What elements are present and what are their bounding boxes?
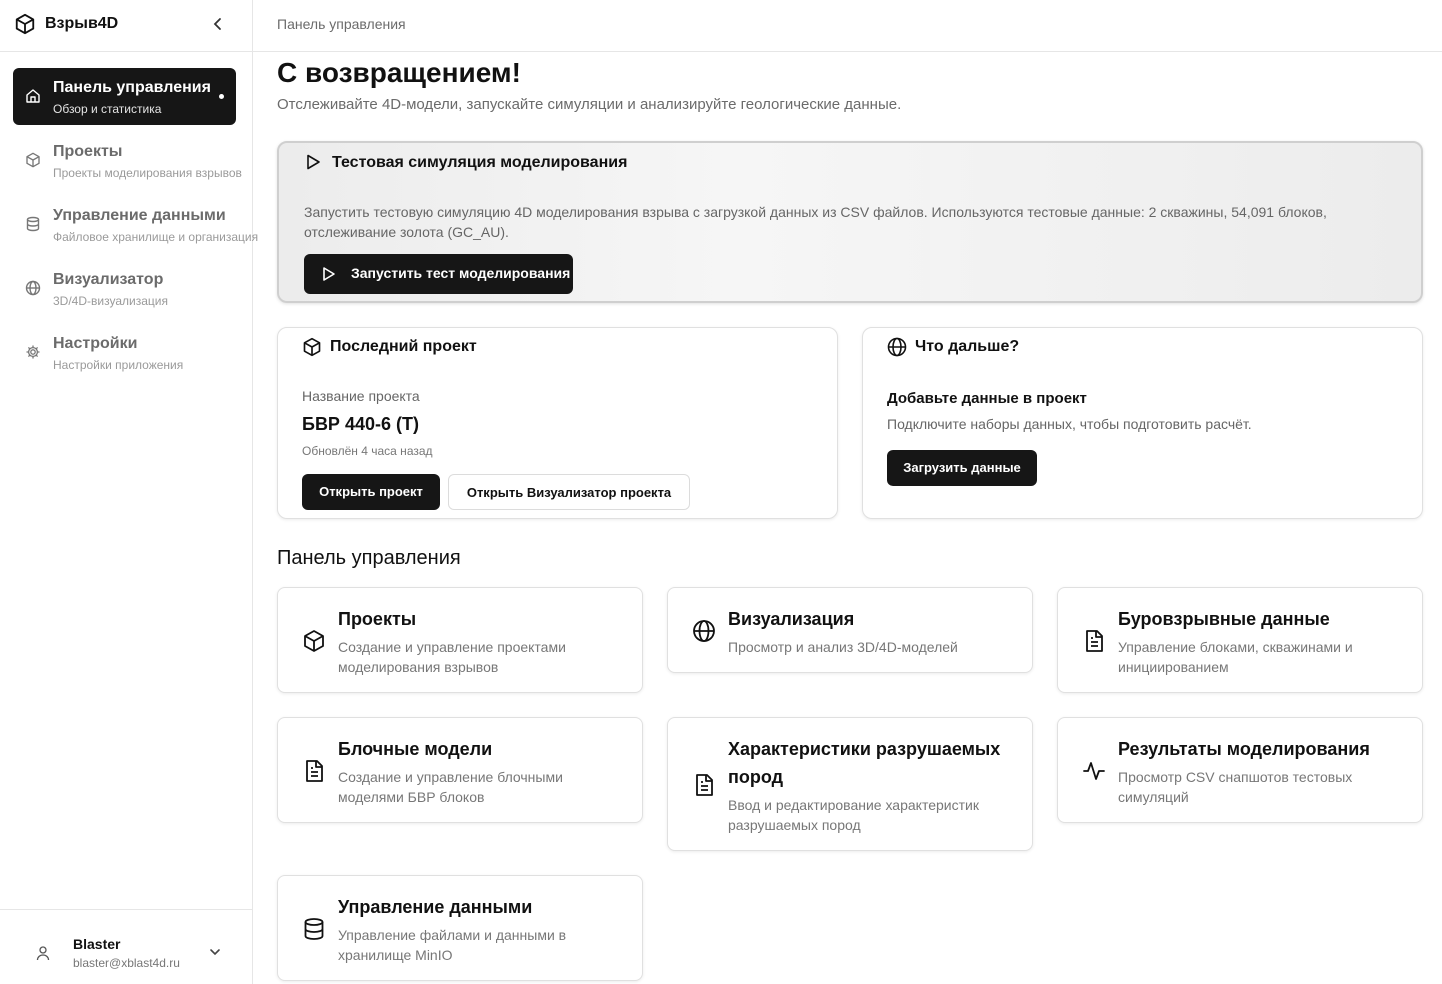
last-project-card [277,327,838,519]
sidebar-item-settings[interactable] [13,324,236,381]
open-visualizer-button[interactable]: Открыть Визуализатор проекта [448,474,690,510]
tile-title: Проекты [338,609,417,629]
card-title: Последний проект [330,338,477,355]
sidebar-item-label: Панель управления [53,79,211,96]
card-description: Запустить тестовую симуляцию 4D моделирования взрыва с загрузкой данных из CSV файлов. Используются тестовые данные: 2 скважины, 54,091 блоков, отслеживание золота (GC_AU). [304,204,1327,240]
tile-rock-properties[interactable] [667,717,1033,851]
button-label: Запустить тест моделирования [351,265,571,281]
run-simulation-button[interactable] [304,254,573,294]
activity-icon [1082,759,1106,783]
upload-data-button[interactable]: Загрузить данные [887,450,1037,486]
brand [0,0,252,52]
chevron-left-icon[interactable] [211,16,225,32]
gear-icon [25,344,41,360]
sidebar [0,0,259,984]
breadcrumb[interactable]: Панель управления [277,16,406,32]
file-icon [302,759,326,783]
sidebar-item-label: Управление данными [53,207,226,224]
top-bar [253,0,1442,52]
globe-icon [692,619,716,643]
app-name: Взрыв4D [45,15,119,32]
sidebar-item-sublabel: Настройки приложения [53,358,184,372]
tile-projects[interactable] [277,587,643,693]
file-icon [1082,629,1106,653]
play-icon [305,154,321,170]
play-icon [322,266,336,282]
tile-title: Результаты моделирования [1118,739,1370,759]
tile-data-management[interactable] [277,875,643,981]
card-title: Что дальше? [915,338,1020,355]
chevron-down-icon[interactable] [208,945,222,959]
box-icon [25,152,41,168]
user-menu[interactable] [0,909,252,984]
tile-description: Создание и управление блочными моделями БВР блоков [338,769,563,805]
project-name: БВР 440-6 (Т) [302,414,419,434]
tile-description: Ввод и редактирование характеристик разрушаемых пород [728,797,979,833]
box-icon [302,337,322,357]
globe-icon [25,280,41,296]
tile-block-models[interactable] [277,717,643,823]
file-icon [692,773,716,797]
sidebar-item-visualizer[interactable] [13,260,236,317]
tile-title: Характеристики разрушаемых пород [728,739,1001,787]
sidebar-item-sublabel: Файловое хранилище и организация [53,230,259,244]
home-icon [25,88,41,104]
sidebar-item-sublabel: Проекты моделирования взрывов [53,166,242,180]
tile-visualization[interactable] [667,587,1033,673]
active-dot [219,94,224,99]
tile-title: Блочные модели [338,739,493,759]
sidebar-item-label: Визуализатор [53,271,164,288]
user-icon [35,945,51,961]
test-simulation-card [277,141,1423,303]
open-project-button[interactable]: Открыть проект [302,474,440,510]
page-title: С возвращением! [277,57,521,88]
next-description: Подключите наборы данных, чтобы подготовить расчёт. [887,416,1252,432]
section-title: Панель управления [277,547,461,569]
sidebar-item-sublabel: Обзор и статистика [53,102,162,116]
sidebar-item-projects[interactable] [13,132,242,189]
sidebar-item-dashboard[interactable] [13,68,236,125]
tile-title: Управление данными [338,897,533,917]
card-title: Тестовая симуляция моделирования [332,154,628,171]
tile-description: Управление файлами и данными в хранилище MinIO [338,927,567,963]
box-icon [302,629,326,653]
sidebar-item-label: Проекты [53,143,123,160]
tile-description: Просмотр CSV снапшотов тестовых симуляций [1118,769,1353,805]
user-name: Blaster [73,936,121,952]
tile-blasting-data[interactable] [1057,587,1423,693]
tile-description: Просмотр и анализ 3D/4D-моделей [728,639,958,655]
globe-icon [887,337,907,357]
tile-title: Буровзрывные данные [1118,609,1330,629]
tile-description: Создание и управление проектами моделирования взрывов [338,639,566,675]
tile-title: Визуализация [728,609,855,629]
sidebar-item-label: Настройки [53,335,138,352]
project-name-label: Название проекта [302,388,420,404]
database-icon [25,216,41,232]
user-email: blaster@xblast4d.ru [73,956,180,970]
database-icon [302,917,326,941]
tile-simulation-results[interactable] [1057,717,1423,823]
sidebar-item-data[interactable] [13,196,259,253]
page-subtitle: Отслеживайте 4D-модели, запускайте симуляции и анализируйте геологические данные. [277,96,902,113]
cube-logo-icon [14,13,36,35]
tile-description: Управление блоками, скважинами и инициированием [1118,639,1353,675]
next-heading: Добавьте данные в проект [887,390,1087,407]
sidebar-item-sublabel: 3D/4D-визуализация [53,294,168,308]
whats-next-card [862,327,1423,519]
project-updated: Обновлён 4 часа назад [302,444,433,458]
